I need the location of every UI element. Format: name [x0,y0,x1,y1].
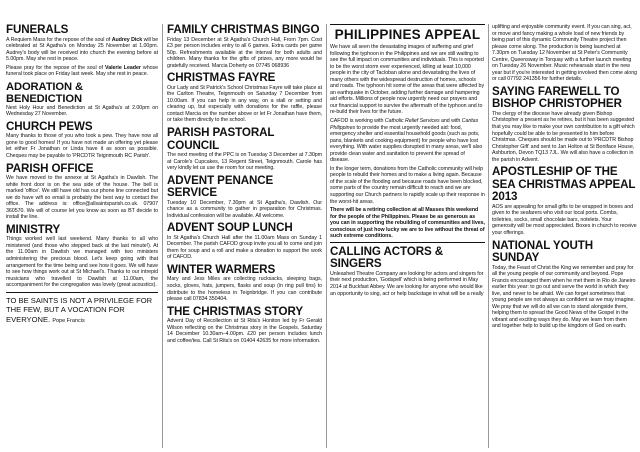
funerals-name-1: Audrey Dick [111,36,143,43]
warmers-section [167,264,322,303]
soup-text: In St Agatha's Church Hall after the 11.00am Mass on Sunday 1 December. The parish CAFOD group invite you all to come and join them for soup and a roll and make a donation to support the work of CAFOD. [167,234,322,261]
adoration-section [6,81,158,118]
calling-heading: CALLING ACTORS & SINGERS [330,244,444,271]
calling-section [330,246,485,297]
warmers-text: Mary and Jess Miles are collecting rucksacks, sleeping bags, socks, gloves, hats, jumpers, flasks and soup (in ring pull tins) to distribute to the homeless in Teignbridge. If you can contribute please call 07834 350404. [167,276,322,303]
bingo-section [167,24,322,69]
column-3 [330,24,485,448]
column-divider [488,24,489,448]
soup-heading: ADVENT SOUP LUNCH [167,221,293,235]
youth-heading: NATIONAL YOUTH SUNDAY [492,238,594,265]
appeal-partner-1: Catholic Relief Services [384,118,440,125]
pews-section [6,121,158,160]
appeal-partner-2: Caritas Philippines [330,118,479,131]
funerals-text-1 [6,37,158,63]
fayre-section [167,72,322,124]
ministry-text: Things worked well last weekend. Many thanks to all who ministered (and those who stepped back at the last minute!). At the 11.00am in Dawlish we managed with two ministers administering the precious blood. Let's keep going with that arrangement for the time being and see how it goes. We will have to see how things work out at St Michael's. Thanks to our intrepid musicians who travelled to Dawlish at 11.00am, the accompaniment for the congregation was lovely (great acoustics). [6,236,158,289]
quote-source: Pope Francis [52,317,85,324]
calling-continued [492,24,637,83]
appeal-text-3: In the longer term, donations from the Catholic community will help people to rebuild their homes and to make a living again. Because of the scale of the flooding and because roads have been blocked, some parts of the country remain difficult to reach and we are supporting our Church partners to rapidly scale up their response in the worst-hit areas. [330,165,485,205]
bingo-heading: FAMILY CHRISTMAS BINGO [167,24,320,36]
appeal-section [330,24,485,243]
council-heading: PARISH PASTORAL COUNCIL [167,126,275,152]
column-4 [492,24,637,448]
youth-text: Today, the Feast of Christ the King we remember and pray for all the young people of our community and beyond. Pope Francis encouraged them when he met them in Rio de Janeiro earlier this year: to go out and serve the world in which they live, and never to be afraid. We can forget sometimes that young people are not always as confident as we may imagine. We pray that we will do all we can to stand alongside them, helping them to spread the Good News of the Gospel in the vibrant and exciting ways they do. May we learn from them and together help to build up the kingdom of God on earth. [492,264,636,330]
appeal-heading: PHILIPPINES APPEAL [334,27,481,42]
office-heading: PARISH OFFICE [6,161,94,175]
adoration-heading: ADORATION & BENEDICTION [6,80,83,105]
story-section [167,306,322,345]
appeal-text-2b: and with [439,118,462,125]
funerals-name-2: Valerie Leader [105,64,141,71]
farewell-heading: SAYING FAREWELL TO BISHOP CHRISTOPHER [492,84,622,111]
appeal-text-2 [330,118,485,164]
appeal-text-2a: CAFOD is working with [330,118,385,125]
funerals-text-2a: Please pray for the repose of the soul of [6,64,106,71]
pews-heading: CHURCH PEWS [6,119,93,133]
sea-section [492,166,637,236]
bingo-text: Friday 13 December at St Agatha's Church Hall, From 7pm. Cost £3 per person includes entry to all 6 games. Extra cards per game 50p. Refreshments available at the interval for both adults and children. Many thanks for the gifts of prizes, any more would be gratefully received. Marcia Doherty on 07745 068936 [167,36,322,69]
warmers-heading: WINTER WARMERS [167,262,276,276]
council-section [167,127,322,172]
sea-heading: APOSTLESHIP OF THE SEA CHRISTMAS APPEAL 2013 [492,165,636,204]
penance-text: Tuesday 10 December, 7.30pm at St Agatha's, Dawlish. Our chance as a community to gather in preparation for Christmas. Individual confession will be available. All welcome. [167,199,322,219]
divider-rule [6,292,158,293]
pews-text: Many thanks to those of you who took a pew. They have now all gone to good homes! If you have not made an offering yet please let either Fr Jonathan or Linda have it as soon as possible. Cheques may be payable to 'PRCDTR Teignmouth RC Parish'. [6,133,158,160]
adoration-text: Next Holy Hour and Benediction at St Agatha's at 2.00pm on Wednesday 27 November. [6,104,158,118]
office-text: We have moved to the annexe at St Agatha's in Dawlish. The white front door is on the sea side of the house. The bell is marked 'office'. We still have old has our phone line connected but we do have wifi so email is probably the best way to contact the office. The address is: office@allsaintsparish.co.uk. 07907 360570. We will of course let you know as soon as BT decide to install the line. [6,175,158,221]
soup-section [167,222,322,261]
penance-section [167,175,322,220]
calling-text: Unleashed Theatre Company are looking for actors and singers for their next production, 'Godspell' which is being performed in May 2014 at Buckfast Abbey. We are looking for anyone who would like an opportunity to sing, act or help backstage in what will be a really [330,270,484,297]
funerals-heading: FUNERALS [6,24,69,36]
council-text: The next meeting of the PPC is on Tuesday 3 December at 7.30pm at Carole's Cupcakes, 13 Regent Street, Teignmouth. Carole has very kindly let us use the room for our meeting. [167,152,322,172]
funerals-text-2b: whose funeral took place on Friday last week. May she rest in peace. [6,64,158,78]
youth-section [492,240,637,330]
column-divider [326,24,327,448]
penance-heading: ADVENT PENANCE SERVICE [167,173,274,200]
calling-text-continued: uplifting and enjoyable community event. If you can sing, act, or move and fancy making a whole load of new friends by being part of this dynamic Community Theatre project then please come along. The production is being launched at 7.30pm on Tuesday 12 November at St Peter's Community Centre, Queensway in Torquay with a further launch meeting on Tuesday 26 November. Music rehearsals start in the new year but if you're interested in getting involved then come along or call 07792 241356 for further details. [492,24,637,83]
quote-text: TO BE SAINTS IS NOT A PRIVILEGE FOR THE FEW, BUT A VOCATION FOR EVERYONE. [6,295,153,324]
sea-text: AOS are appealing for small gifts to be wrapped in boxes and given to the seafarers who visit our local ports. Combs, toiletries, socks, small chocolate bars, notelets. Your generosity will be most appreciated. Boxes in church to receive your offerings. [492,203,637,236]
funerals-section [6,24,158,78]
funerals-text-1b: will be celebrated at St Agatha's on Monday 25 November at 1.00pm. Audrey's body will be received into church the evening before at 5.00pm. May she rest in peace. [6,36,158,63]
column-divider [162,24,163,448]
funerals-text-2 [6,65,158,78]
ministry-heading: MINISTRY [6,222,61,236]
farewell-section [492,86,637,163]
pope-quote [6,296,158,327]
farewell-text: The clergy of the diocese have already given Bishop Christopher a present as he retires, but it has been suggested that you may like to make your own contribution to a gift which hopefully could be able to be presented to him before Christmas. Cheques should be made out to 'PRCDTR Bishop Christopher Gift' and sent to Jan Holton at St Boniface House, Ashburton, Devon TQ13 7JL. We will also have a collection in the parish in Advent. [492,110,635,163]
column-2 [167,24,322,448]
appeal-text-4: There will be a retiring collection at all Masses this weekend for the people of the Philippines. Please be as generous as you can in supporting the rebuilding of communities and lives, conscious of just how lucky we are to live without the threat of such extreme conditions. [330,207,485,240]
funerals-text-1a: A Requiem Mass for the repose of the soul of [6,36,112,43]
appeal-text-1: We have all seen the devastating images of suffering and grief following the typhoon in the Philippines and we are still waiting to see the full impact on communities and individuals. This is reported to be the worst storm ever experienced, killing at least 10,000 people in the city of Tacloban alone and devastating the lives of many others with the widespread destruction of homes, schools and roads. The typhoon hit some of the areas that were affected by an earthquake in October, adding further damage and hampering aid efforts. Millions of people now urgently need our prayers and our financial support to survive the aftermath of the typhoon and to re-build their lives for the future. [330,44,485,116]
fayre-text: Our Lady and St Patrick's School Christmas Fayre will take place at the Carlton Theatre, Teignmouth on Saturday 7 December from 10.00am. If you can help in any way, on a stall or setting and clearing up, but especially with donations for the raffle, please contact Marcia on the number above or let Fr Jonathan have them, or take them directly to the school. [167,84,322,124]
column-1 [6,24,158,448]
fayre-heading: CHRISTMAS FAYRE [167,71,276,85]
ministry-section [6,224,158,289]
story-heading: THE CHRISTMAS STORY [167,304,303,318]
office-section [6,163,158,221]
appeal-text-2c: to provide the most urgently needed aid: food, emergency shelter and essential household goods (such as pots, pans, blankets and cooking equipment) for people who have lost everything. With water supplies disrupted in many areas, we'll also provide clean water and sanitation to prevent the spread of disease. [330,124,483,164]
story-text: Advent Day of Recollection at St Rita's Honiton led by Fr Gerald Wilson reflecting on the Christmas story in the Gospels. Saturday 14 December 10.30am–4.00pm. £20 per person includes lunch and coffee/tea. Call St Rita's on 01404 42635 for more information. [167,318,322,344]
